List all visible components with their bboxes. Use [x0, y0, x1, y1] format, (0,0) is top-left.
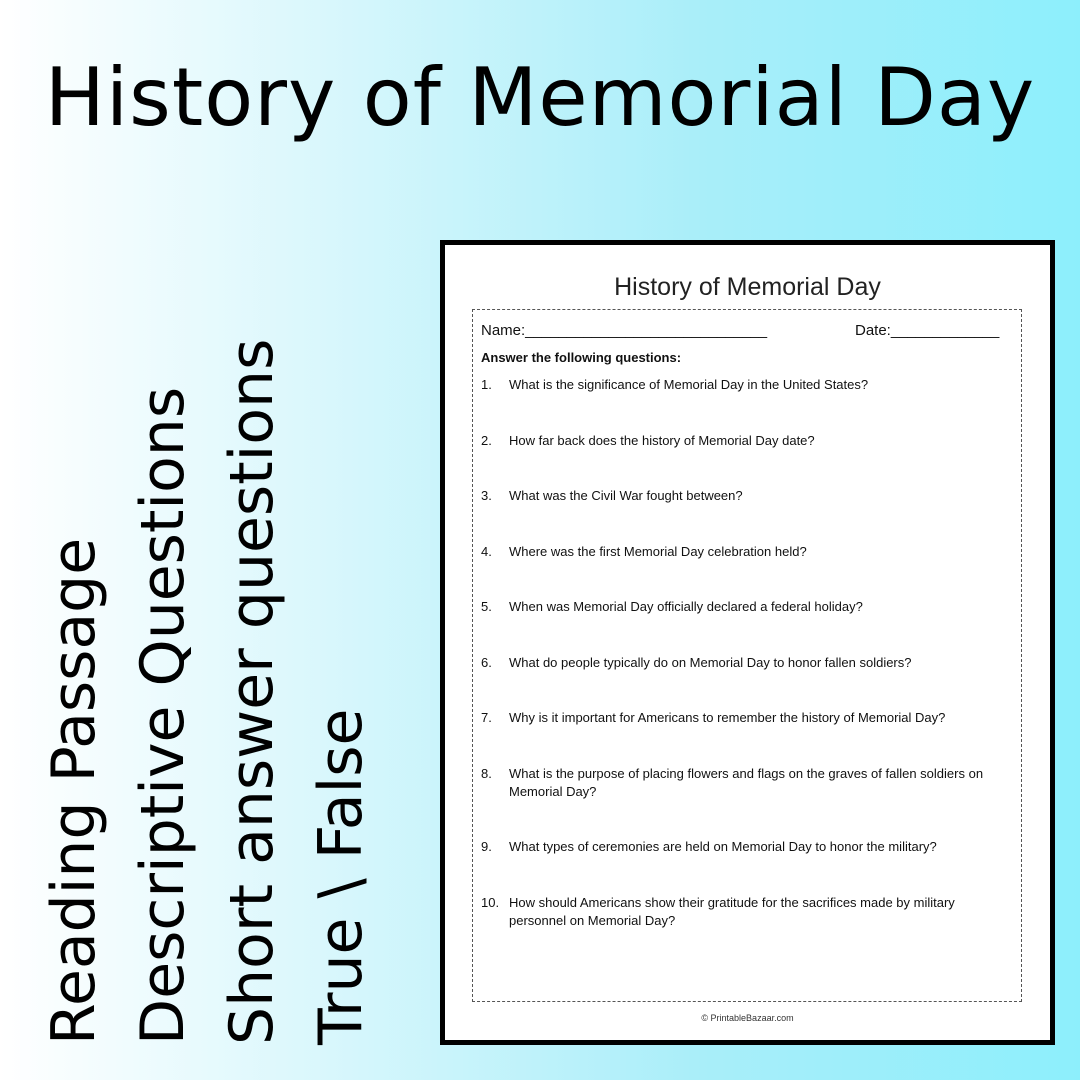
question-text: How far back does the history of Memorial Day date?: [509, 433, 815, 448]
feature-true-false: True \ False: [306, 708, 376, 1045]
copyright-footer: © PrintableBazaar.com: [701, 1013, 794, 1023]
feature-list: [30, 285, 386, 1045]
question-number: 1.: [481, 377, 492, 392]
worksheet-preview: [440, 240, 1055, 1045]
question-number: 5.: [481, 599, 492, 614]
question-item: [481, 894, 1006, 930]
instructions: Answer the following questions:: [481, 350, 682, 365]
feature-descriptive-questions: Descriptive Questions: [128, 386, 198, 1045]
name-field-label: Name:_____________________________: [481, 322, 768, 339]
worksheet-question-box: [472, 309, 1022, 1002]
question-item: [481, 543, 1006, 561]
question-text: What do people typically do on Memorial Day to honor fallen soldiers?: [509, 655, 912, 670]
date-field-label: Date:_____________: [855, 322, 1000, 339]
question-text: What is the significance of Memorial Day in the United States?: [509, 377, 869, 392]
question-number: 7.: [481, 710, 492, 725]
feature-reading-passage: Reading Passage: [39, 537, 109, 1045]
question-number: 4.: [481, 544, 492, 559]
question-number: 10.: [481, 895, 500, 910]
question-text: How should Americans show their gratitude for the sacrifices made by military personnel on Memorial Day?: [509, 895, 955, 928]
question-text: What types of ceremonies are held on Memorial Day to honor the military?: [509, 839, 937, 854]
question-item: [481, 376, 1006, 394]
question-item: [481, 487, 1006, 505]
question-text: What is the purpose of placing flowers and flags on the graves of fallen soldiers on Memorial Day?: [509, 766, 984, 799]
question-item: [481, 765, 1006, 801]
question-number: 6.: [481, 655, 492, 670]
question-item: [481, 598, 1006, 616]
question-number: 8.: [481, 766, 492, 781]
question-text: What was the Civil War fought between?: [509, 488, 743, 503]
page-title: History of Memorial Day: [44, 51, 1036, 144]
feature-short-answer-questions: Short answer questions: [217, 338, 287, 1045]
question-text: Why is it important for Americans to remember the history of Memorial Day?: [509, 710, 946, 725]
question-item: [481, 432, 1006, 450]
question-text: Where was the first Memorial Day celebration held?: [509, 544, 807, 559]
question-item: [481, 838, 1006, 856]
question-text: When was Memorial Day officially declared a federal holiday?: [509, 599, 863, 614]
worksheet-title: History of Memorial Day: [614, 273, 881, 301]
question-item: [481, 709, 1006, 727]
question-number: 9.: [481, 839, 492, 854]
question-item: [481, 654, 1006, 672]
question-number: 3.: [481, 488, 492, 503]
question-number: 2.: [481, 433, 492, 448]
